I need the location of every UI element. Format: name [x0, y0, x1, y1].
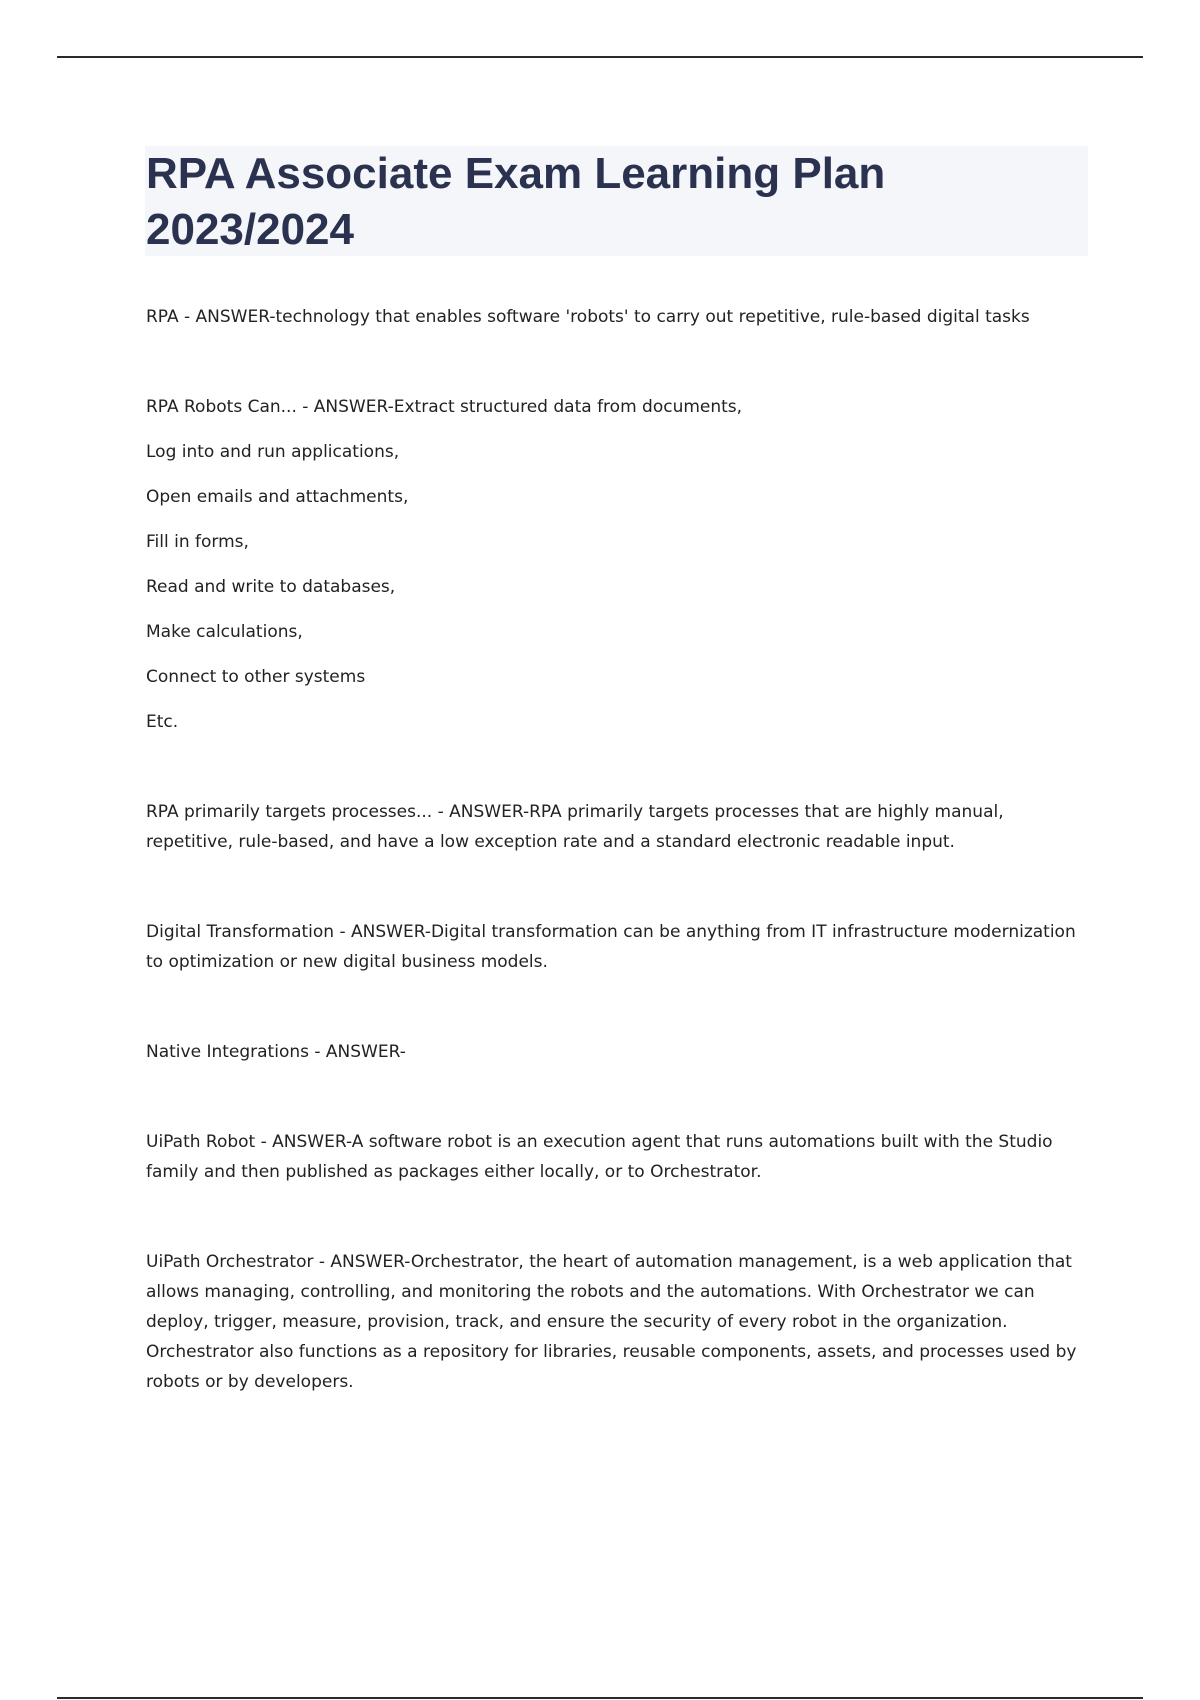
page-title: RPA Associate Exam Learning Plan 2023/2024 [146, 149, 886, 254]
list-item: Read and write to databases, [146, 577, 396, 597]
list-item: Log into and run applications, [146, 442, 400, 462]
bottom-rule [57, 1697, 1143, 1699]
list-item: Connect to other systems [146, 667, 366, 687]
list-item: Open emails and attachments, [146, 487, 409, 507]
document-body [146, 302, 1086, 1457]
qa-digital-transformation: Digital Transformation - ANSWER-Digital transformation can be anything from IT infrastructure modernization to optimization or new digital business models. [146, 922, 1076, 972]
qa-uipath-robot: UiPath Robot - ANSWER-A software robot is an execution agent that runs automations built with the Studio family and then published as packages either locally, or to Orchestrator. [146, 1132, 1053, 1182]
list-item: RPA Robots Can... - ANSWER-Extract structured data from documents, [146, 397, 743, 417]
qa-rpa-targets: RPA primarily targets processes... - ANSWER-RPA primarily targets processes that are highly manual, repetitive, rule-based, and have a low exception rate and a standard electronic readable input. [146, 802, 1004, 852]
qa-rpa-definition: RPA - ANSWER-technology that enables software 'robots' to carry out repetitive, rule-based digital tasks [146, 307, 1030, 327]
qa-native-integrations: Native Integrations - ANSWER- [146, 1042, 406, 1062]
list-item: Etc. [146, 712, 179, 732]
top-rule [57, 56, 1143, 58]
list-item: Make calculations, [146, 622, 303, 642]
qa-rpa-robots-can [146, 392, 1086, 737]
list-item: Fill in forms, [146, 532, 249, 552]
qa-uipath-orchestrator: UiPath Orchestrator - ANSWER-Orchestrator, the heart of automation management, is a web application that allows managing, controlling, and monitoring the robots and the automations. With Orchestrator we can deploy, trigger, measure, provision, track, and ensure the security of every robot in the organization. Orchestrator also functions as a repository for libraries, reusable components, assets, and processes used by robots or by developers. [146, 1252, 1077, 1392]
